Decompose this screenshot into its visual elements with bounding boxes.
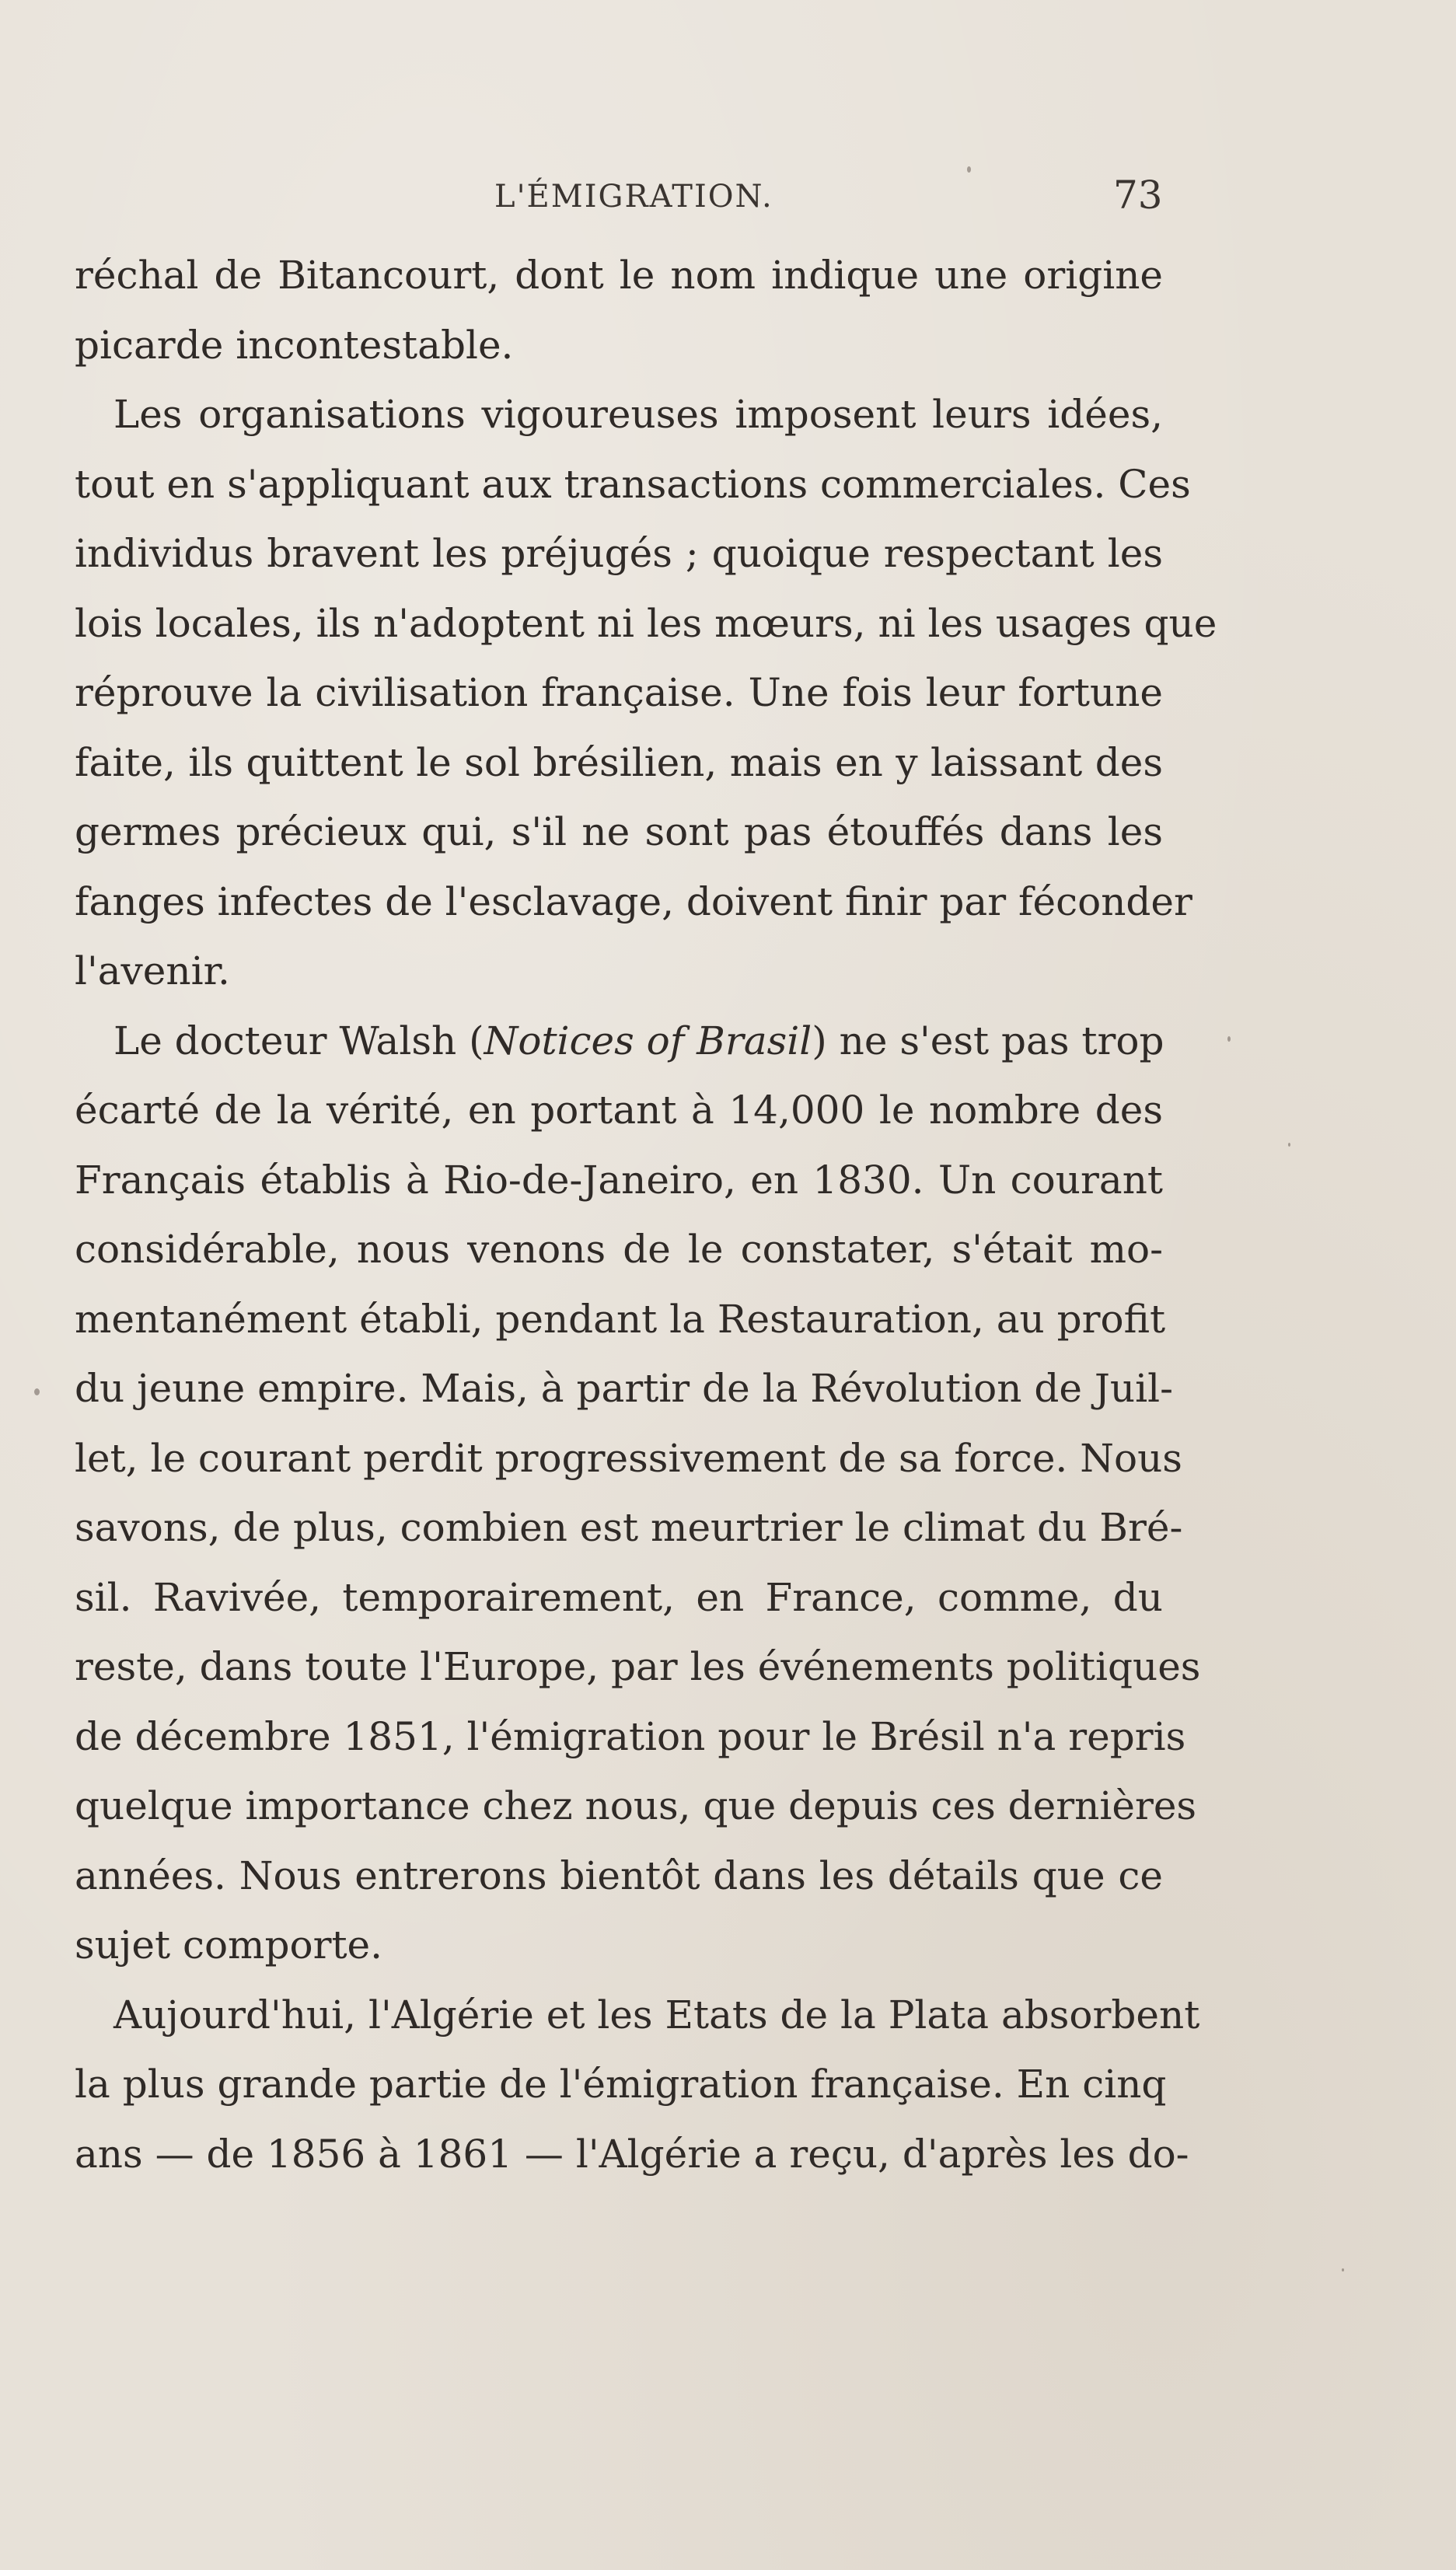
running-head: [75, 169, 1163, 224]
walsh-line-after: ) ne s'est pas trop: [812, 1018, 1164, 1063]
text-line: l'avenir.: [75, 948, 230, 993]
text-line: individus bravent les préjugés ; quoique respectant les: [75, 531, 1163, 576]
paper-speck: [1342, 2268, 1344, 2271]
text-line: considérable, nous venons de le constater, s'était mo-: [75, 1227, 1163, 1272]
paper-speck: [34, 1388, 40, 1395]
text-line: sil. Ravivée, temporairement, en France, comme, du: [75, 1574, 1163, 1620]
text-line: ans — de 1856 à 1861 — l'Algérie a reçu, d'après les do-: [75, 2131, 1189, 2177]
text-line: savons, de plus, combien est meurtrier le climat du Bré-: [75, 1505, 1183, 1550]
text-line: sujet comporte.: [75, 1922, 383, 1968]
text-line: let, le courant perdit progressivement de sa force. Nous: [75, 1435, 1182, 1481]
paper-speck: [1288, 1143, 1290, 1147]
text-line: de décembre 1851, l'émigration pour le Brésil n'a repris: [75, 1713, 1186, 1759]
text-line: germes précieux qui, s'il ne sont pas étouffés dans les: [75, 809, 1163, 854]
text-line: faite, ils quittent le sol brésilien, mais en y laissant des: [75, 739, 1163, 785]
paragraph-start-line: [75, 1007, 1163, 1077]
text-line: quelque importance chez nous, que depuis ces dernières: [75, 1783, 1197, 1828]
text-line: années. Nous entrerons bientôt dans les détails que ce: [75, 1852, 1163, 1898]
text-line: mentanément établi, pendant la Restauration, au profit: [75, 1296, 1166, 1342]
paper-speck: [967, 166, 971, 173]
book-title-italic: Notices of Brasil: [484, 1018, 812, 1063]
running-title: L'ÉMIGRATION.: [494, 179, 773, 215]
text-line: du jeune empire. Mais, à partir de la Révolution de Juil-: [75, 1366, 1173, 1411]
text-line: tout en s'appliquant aux transactions commerciales. Ces: [75, 461, 1191, 507]
paragraph-start-line: Aujourd'hui, l'Algérie et les Etats de la Plata absorbent: [113, 1992, 1200, 2037]
paragraph-start-line: Les organisations vigoureuses imposent leurs idées,: [113, 392, 1163, 437]
page-number: 73: [1113, 173, 1163, 218]
text-line: la plus grande partie de l'émigration française. En cinq: [75, 2062, 1167, 2107]
text-line: fanges infectes de l'esclavage, doivent finir par féconder: [75, 878, 1192, 924]
paper-speck: [1227, 1036, 1231, 1042]
text-line: réprouve la civilisation française. Une fois leur fortune: [75, 670, 1163, 715]
text-line: reste, dans toute l'Europe, par les événements politiques: [75, 1644, 1201, 1689]
text-line: réchal de Bitancourt, dont le nom indique une origine: [75, 253, 1163, 298]
text-line: Français établis à Rio-de-Janeiro, en 1830. Un courant: [75, 1157, 1163, 1203]
body-text: [75, 241, 1217, 2189]
text-line: lois locales, ils n'adoptent ni les mœurs, ni les usages que: [75, 600, 1217, 646]
text-line: picarde incontestable.: [75, 322, 514, 368]
text-line: écarté de la vérité, en portant à 14,000 le nombre des: [75, 1088, 1163, 1133]
walsh-line-before: Le docteur Walsh (: [113, 1018, 484, 1063]
